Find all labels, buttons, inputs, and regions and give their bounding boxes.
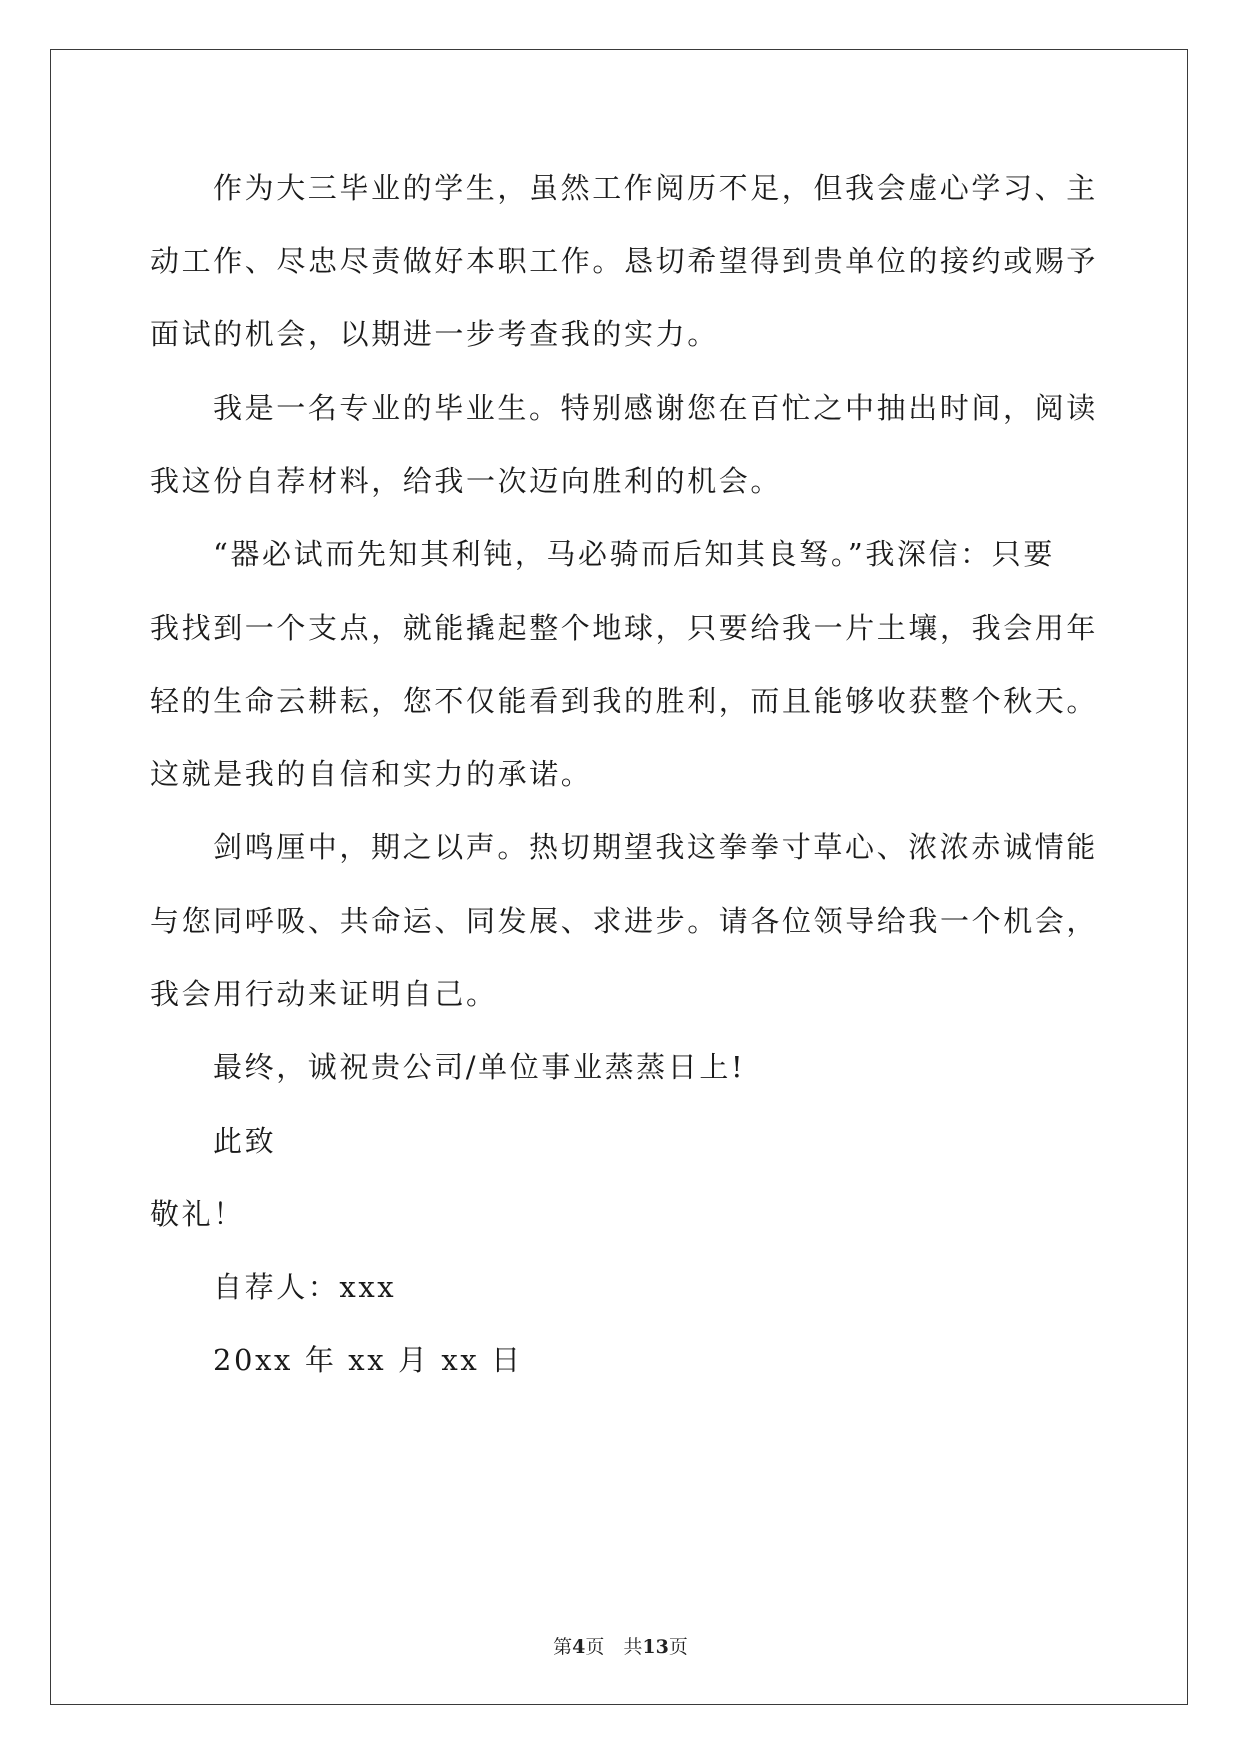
signature-date: 20xx 年 xx 月 xx 日 xyxy=(213,1343,523,1377)
body-line-6: “器必试而先知其利钝，马必骑而后知其良驽。”我深信：只要 xyxy=(213,537,1055,571)
body-line-1: 作为大三毕业的学生，虽然工作阅历不足，但我会虚心学习、主 xyxy=(213,171,1098,205)
body-line-5: 我这份自荐材料，给我一次迈向胜利的机会。 xyxy=(150,464,783,498)
body-line-7: 我找到一个支点，就能撬起整个地球，只要给我一片土壤，我会用年 xyxy=(150,611,1099,645)
closing-wish: 最终，诚祝贵公司/单位事业蒸蒸日上! xyxy=(213,1050,746,1084)
signature-name: 自荐人：xxx xyxy=(213,1270,397,1304)
footer-suffix: 页 xyxy=(668,1636,688,1658)
body-line-8: 轻的生命云耕耘，您不仅能看到我的胜利，而且能够收获整个秋天。 xyxy=(150,684,1099,718)
salutation-cizhi: 此致 xyxy=(213,1124,277,1158)
page-footer xyxy=(0,1632,1241,1659)
body-line-3: 面试的机会，以期进一步考查我的实力。 xyxy=(150,317,719,351)
body-line-10: 剑鸣厘中，期之以声。热切期望我这拳拳寸草心、浓浓赤诚情能 xyxy=(213,830,1098,864)
body-line-4: 我是一名专业的毕业生。特别感谢您在百忙之中抽出时间，阅读 xyxy=(213,391,1098,425)
footer-page-number: 4 xyxy=(572,1636,586,1658)
body-line-11: 与您同呼吸、共命运、同发展、求进步。请各位领导给我一个机会， xyxy=(150,904,1099,938)
footer-prefix: 第 xyxy=(553,1636,573,1658)
footer-mid: 页 共 xyxy=(585,1636,643,1658)
salutation-jingli: 敬礼！ xyxy=(150,1197,245,1231)
body-line-12: 我会用行动来证明自己。 xyxy=(150,977,498,1011)
page-frame xyxy=(50,49,1188,1705)
body-line-2: 动工作、尽忠尽责做好本职工作。恳切希望得到贵单位的接约或赐予 xyxy=(150,244,1099,278)
body-line-9: 这就是我的自信和实力的承诺。 xyxy=(150,757,593,791)
footer-total-pages: 13 xyxy=(642,1636,669,1658)
